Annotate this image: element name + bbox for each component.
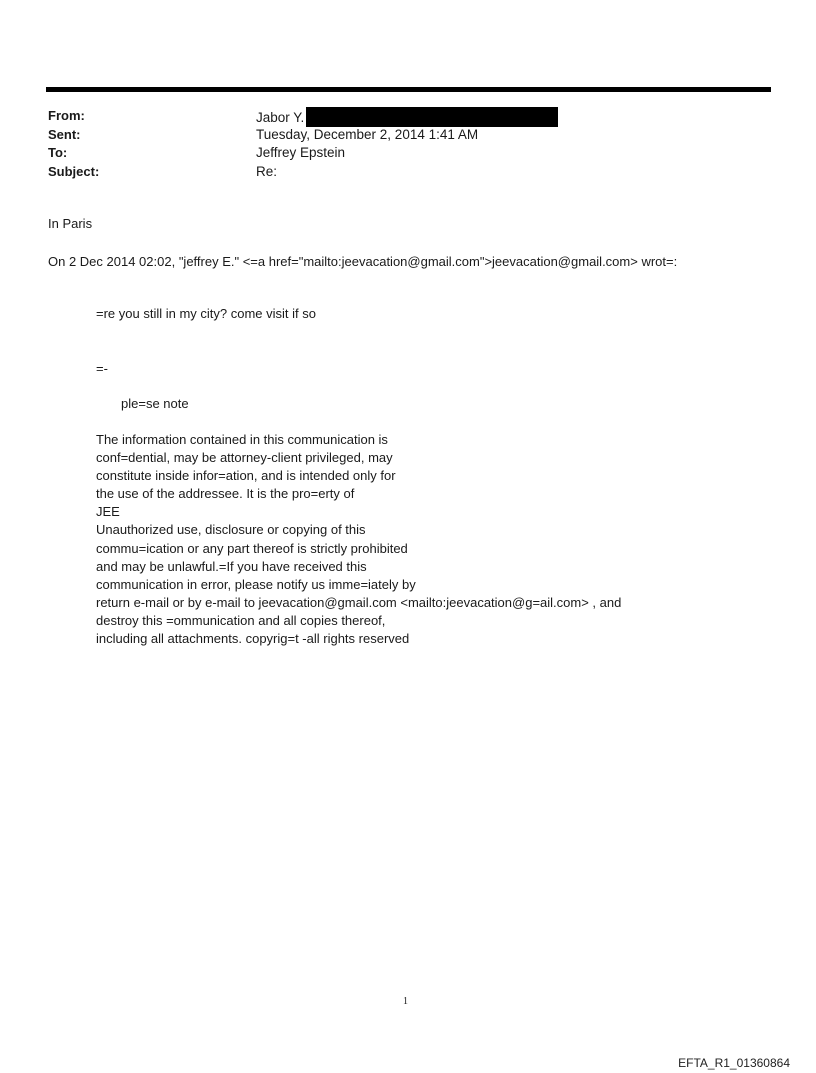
quoted-message: =re you still in my city? come visit if so xyxy=(96,306,316,321)
note-text: ple=se note xyxy=(121,396,189,411)
subject-value: Re: xyxy=(256,163,278,179)
quote-intro: On 2 Dec 2014 02:02, "jeffrey E." <=a href="mailto:jeevacation@gmail.com">jeevacation@gmail.com> wrot=: xyxy=(48,254,678,269)
redaction-box xyxy=(306,107,558,127)
disclaimer-line: including all attachments. copyrig=t -all rights reserved xyxy=(96,631,410,647)
disclaimer-line: constitute inside infor=ation, and is intended only for xyxy=(96,468,396,484)
document-id: EFTA_R1_01360864 xyxy=(678,1056,790,1070)
disclaimer-line: commu=ication or any part thereof is strictly prohibited xyxy=(96,540,408,556)
disclaimer-line: JEE xyxy=(96,504,120,520)
subject-row xyxy=(48,163,768,182)
disclaimer-line: and may be unlawful.=If you have received this xyxy=(96,558,367,574)
sent-row xyxy=(48,126,768,145)
from-name: Jabor Y. xyxy=(256,110,305,125)
page-number: 1 xyxy=(403,996,408,1007)
disclaimer-line: The information contained in this communication is xyxy=(96,432,388,447)
from-label: From: xyxy=(48,108,85,123)
disclaimer-line: the use of the addressee. It is the pro=erty of xyxy=(96,486,355,502)
from-value xyxy=(256,107,558,126)
disclaimer-line: conf=dential, may be attorney-client privileged, may xyxy=(96,450,393,466)
disclaimer xyxy=(96,431,621,648)
disclaimer-line: return e-mail or by e-mail to jeevacation@gmail.com <mailto:jeevacation@g=ail.com> , and xyxy=(96,594,622,610)
disclaimer-line: destroy this =ommunication and all copies thereof, xyxy=(96,612,386,628)
to-row xyxy=(48,144,768,163)
separator-text: =- xyxy=(96,361,108,376)
disclaimer-line: communication in error, please notify us imme=iately by xyxy=(96,576,416,592)
email-header xyxy=(48,107,768,181)
sent-value: Tuesday, December 2, 2014 1:41 AM xyxy=(256,126,479,142)
to-value: Jeffrey Epstein xyxy=(256,145,346,160)
header-rule xyxy=(46,87,771,92)
to-label: To: xyxy=(48,145,68,160)
sent-label: Sent: xyxy=(48,126,81,142)
reply-text: In Paris xyxy=(48,216,93,231)
from-row xyxy=(48,107,768,126)
subject-label: Subject: xyxy=(48,163,100,179)
disclaimer-line: Unauthorized use, disclosure or copying of this xyxy=(96,522,366,538)
